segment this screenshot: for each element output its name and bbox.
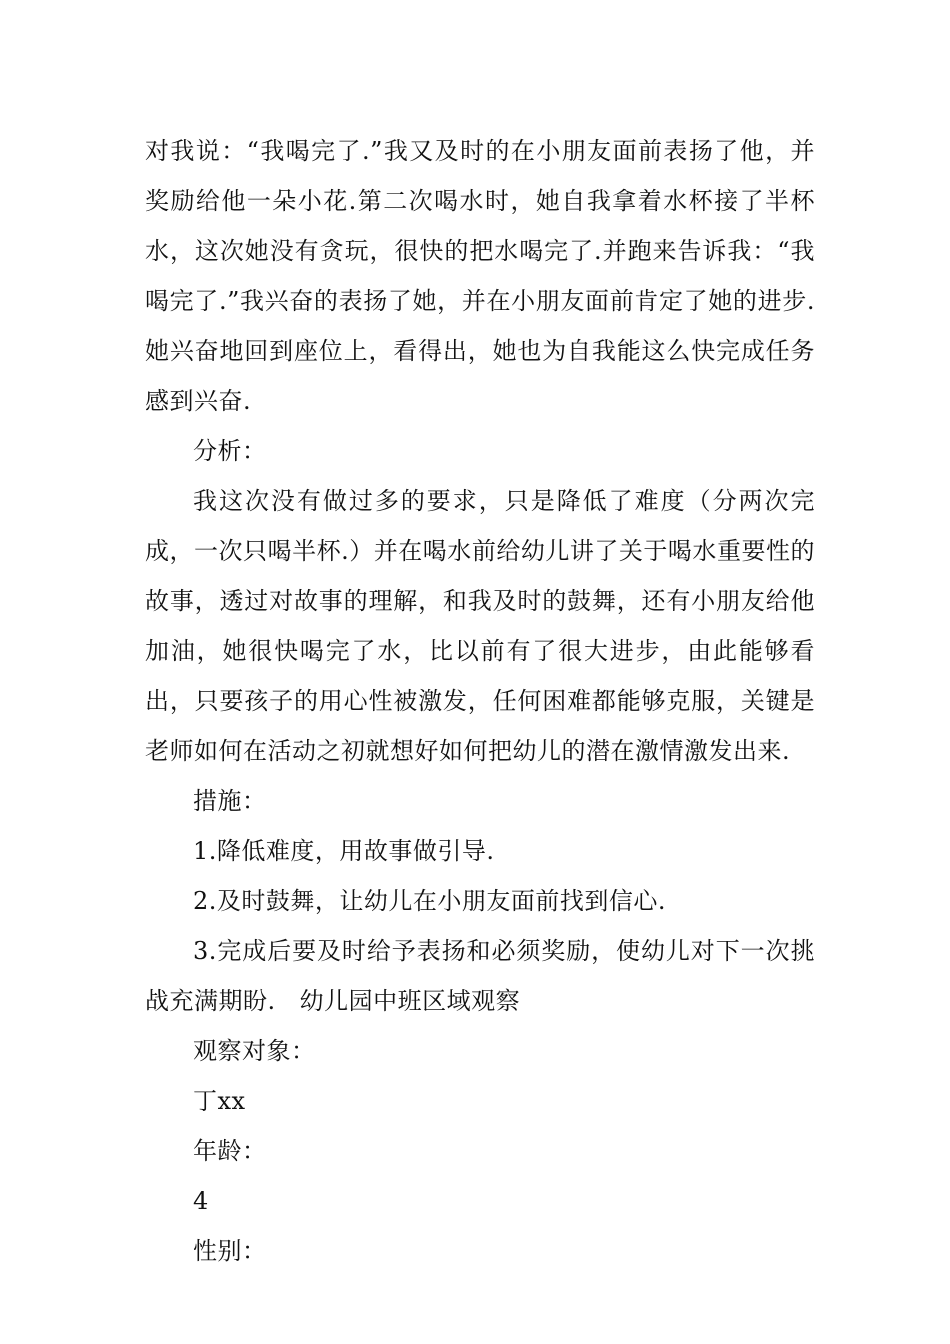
document-body	[145, 126, 815, 1276]
measure-item-1: 1.降低难度，用故事做引导.	[193, 837, 495, 865]
measure-item-3: 3.完成后要及时给予表扬和必须奖励，使幼儿对下一次挑战充满期盼.	[145, 937, 815, 1015]
observe-label: 观察对象：	[193, 1037, 316, 1065]
paragraph-continuation: 对我说：“我喝完了.”我又及时的在小朋友面前表扬了他，并奖励给他一朵小花.第二次喝水时，她自我拿着水杯接了半杯水，这次她没有贪玩，很快的把水喝完了.并跑来告诉我：“我喝完了.”我兴奋的表扬了她，并在小朋友面前肯定了她的进步.她兴奋地回到座位上，看得出，她也为自我能这么快完成任务感到兴奋.	[145, 137, 815, 415]
observe-value: 丁xx	[193, 1087, 246, 1115]
analysis-label: 分析：	[193, 437, 267, 465]
age-label: 年龄：	[193, 1137, 267, 1165]
measure-item-2: 2.及时鼓舞，让幼儿在小朋友面前找到信心.	[193, 887, 667, 915]
measures-label: 措施：	[193, 787, 267, 815]
age-value: 4	[193, 1187, 209, 1215]
measure-item-3-and-title	[145, 926, 815, 1026]
gender-label: 性别：	[193, 1237, 267, 1265]
analysis-text: 我这次没有做过多的要求，只是降低了难度（分两次完成，一次只喝半杯.）并在喝水前给幼儿讲了关于喝水重要性的故事，透过对故事的理解，和我及时的鼓舞，还有小朋友给他加油，她很快喝完了水，比以前有了很大进步，由此能够看出，只要孩子的用心性被激发，任何困难都能够克服，关键是老师如何在活动之初就想好如何把幼儿的潜在激情激发出来.	[145, 487, 815, 765]
section-title: 幼儿园中班区域观察	[299, 987, 521, 1015]
